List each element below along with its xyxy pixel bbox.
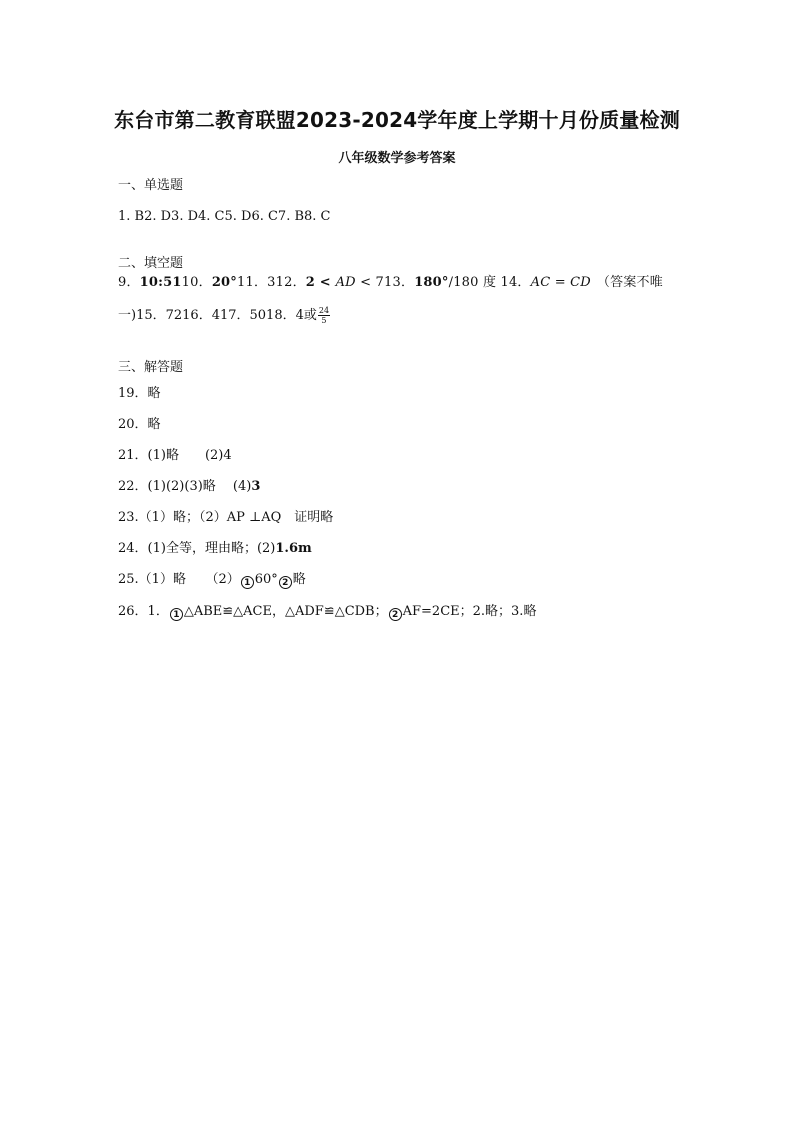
answer-20: 20．略 xyxy=(118,417,161,432)
math-var: CD xyxy=(570,275,591,290)
text-run: 略 xyxy=(292,572,306,587)
fraction xyxy=(318,306,330,325)
circled-number-icon: 2 xyxy=(279,576,292,589)
text-run: 13． xyxy=(384,275,415,290)
text-run: 22．(1)(2)(3)略 (4) xyxy=(118,479,252,494)
circled-number-icon: 1 xyxy=(170,608,183,621)
text-run: 3 xyxy=(251,479,261,494)
text-run: 60° xyxy=(254,572,278,587)
circled-number-icon: 2 xyxy=(389,608,402,621)
answer-22 xyxy=(118,479,260,495)
math-var: AD xyxy=(335,275,356,290)
text-run: 180° xyxy=(414,275,449,290)
text-run: 1.6m xyxy=(275,541,312,556)
text-run: 2 < xyxy=(305,275,336,290)
math-var: AC xyxy=(530,275,551,290)
single-choice-answers: 1. B2. D3. D4. C5. D6. C7. B8. C xyxy=(118,209,331,224)
answer-24 xyxy=(118,541,312,557)
text-run: 10． xyxy=(181,275,212,290)
answer-19: 19．略 xyxy=(118,386,161,401)
fraction-denominator: 5 xyxy=(321,316,327,325)
section-heading-fill-blank: 二、填空题 xyxy=(118,256,184,271)
text-run: 一)15．7216．417．5018．4或 xyxy=(118,308,317,323)
text-run: AF=2CE；2.略；3.略 xyxy=(402,604,537,619)
text-run: 20° xyxy=(211,275,238,290)
answer-23: 23.（1）略；（2）AP ⊥AQ 证明略 xyxy=(118,510,334,525)
text-run: 9． xyxy=(118,275,140,290)
text-run: △ABE≌△ACE，△ADF≌△CDB； xyxy=(183,604,388,619)
answer-21: 21．(1)略 (2)4 xyxy=(118,448,232,463)
text-run: 24．(1)全等，理由略；(2) xyxy=(118,541,276,556)
text-run: （答案不唯 xyxy=(596,275,663,290)
page-title: 东台市第二教育联盟2023-2024学年度上学期十月份质量检测 xyxy=(114,108,680,132)
circled-number-icon: 1 xyxy=(241,576,254,589)
text-run: 26．1． xyxy=(118,604,169,619)
text-run: = xyxy=(550,275,571,290)
fill-blank-answers-line-2 xyxy=(118,306,330,325)
fill-blank-answers-line-1 xyxy=(118,275,663,291)
text-run: /180 度 14． xyxy=(448,275,531,290)
text-run: 25.（1）略 （2） xyxy=(118,572,240,587)
text-run: 11．312． xyxy=(237,275,306,290)
text-run: 10:51 xyxy=(139,275,182,290)
fraction-numerator: 24 xyxy=(318,306,330,315)
answer-26 xyxy=(118,604,536,621)
section-heading-single-choice: 一、单选题 xyxy=(118,178,184,193)
text-run: < 7 xyxy=(355,275,385,290)
page-subtitle: 八年级数学参考答案 xyxy=(338,151,456,166)
answer-25 xyxy=(118,572,306,589)
section-heading-solutions: 三、解答题 xyxy=(118,360,184,375)
